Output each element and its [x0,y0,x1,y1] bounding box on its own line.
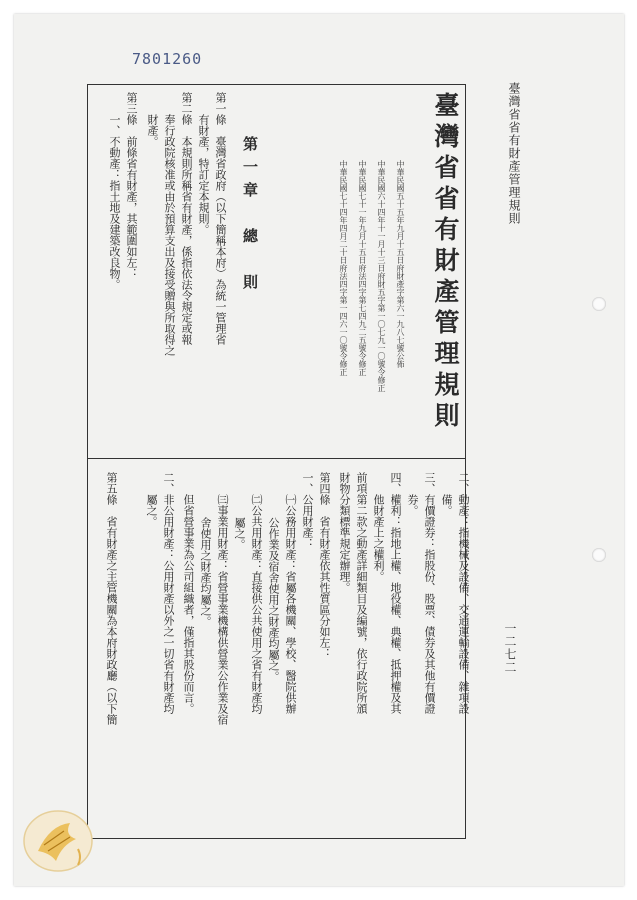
article-line: 公作業及宿舍使用之財產均屬之。 [267,517,280,682]
history-line-3: 中華民國七十一年九月十五日府法四字第七四九二五號令修正 [358,160,367,376]
article-line: 券。 [406,494,419,516]
chapter-heading: 第一章 總 則 [241,136,259,297]
article-line: 二、非公用財產：公用財產以外之一切省有財產均 [162,472,175,714]
page-number: 一二七二 [503,622,517,674]
binding-hole [592,548,606,562]
history-line-4: 中華民國七十四年四月二十日府法四字第一四六一〇號令修正 [339,160,348,376]
binding-hole [592,297,606,311]
running-head: 臺灣省省有財產管理規則 [507,82,521,225]
article-line: 他財產上之權利。 [372,494,385,582]
article-line: 第三條 前條省有財產，其範圍如左： [125,92,138,279]
article-line: 屬之。 [233,517,246,550]
article-line: 二、動產：指機械及設備、交通運輸設備、雜項設 [457,472,470,714]
article-line: 前項第二款之動產詳細類目及編號，依行政院所頒 [355,472,368,714]
article-line: 一、不動產：指土地及建築改良物。 [108,114,121,290]
article-line: 財物分類標準規定辦理。 [338,472,351,593]
article-line: 三、有價證券：指股份、股票、債券及其他有價證 [423,472,436,714]
serial-number: 7801260 [132,50,203,68]
document-title: 臺灣省省有財產管理規則 [431,92,460,433]
article-line: 四、權利：指地上權、地役權、典權、抵押權及其 [389,472,402,714]
article-line: ㈠公務用財產：省屬各機關、學校、醫院供辦 [284,494,297,714]
section-divider [87,458,466,459]
article-line: 第二條 本規則所稱省有財產，係指依法令規定或報 [180,92,193,345]
article-line: ㈢事業用財產：省營事業機構供營業公作業及宿 [216,494,229,725]
article-line: 但省營事業為公司組織者，僅指其股份而言。 [182,494,195,714]
article-line: 奉行政院核准或由於預算支出及接受贈與所取得之 [163,114,176,356]
article-line: 第五條 省有財產之主管機關為本府財政廳（以下簡 [105,472,118,725]
article-line: 一、公用財產： [301,472,314,549]
article-line: 第一條 臺灣省政府（以下簡稱本府）為統一管理省 [214,92,227,345]
article-line: 第四條 省有財產依其性質區分如左： [318,472,331,659]
article-line: 有財產，特訂定本規則。 [197,114,210,235]
history-line-2: 中華民國六十四年十一月十三日府財五字第一〇七九一〇號令修正 [377,160,386,392]
text-frame [87,84,466,839]
article-line: 屬之。 [145,494,158,527]
history-line-1: 中華民國五十五年九月十五日府財產字第六一九八七號公佈 [396,160,405,368]
article-line: 財產。 [146,114,159,147]
article-line: 備。 [440,494,453,516]
article-line: ㈡公共用財產：直接供公共使用之省有財產均 [250,494,263,714]
article-line: 舍使用之財產均屬之。 [199,517,212,627]
archive-logo-icon [20,805,100,875]
